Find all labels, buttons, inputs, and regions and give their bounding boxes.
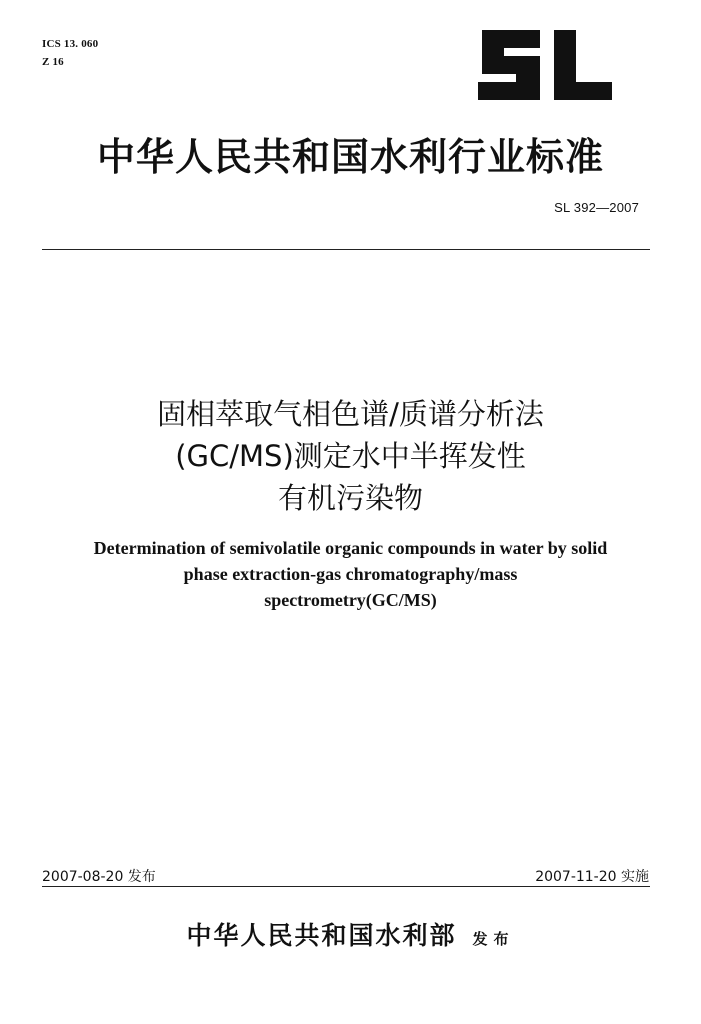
sl-logo-letter-l [554, 30, 612, 100]
publisher-name: 中华人民共和国水利部 [186, 921, 457, 950]
english-title-line-3: spectrometry(GC/MS) [264, 590, 437, 610]
english-title-line-2: phase extraction-gas chromatography/mass [183, 564, 518, 584]
implementation-date: 2007-11-20 实施 [535, 869, 649, 885]
ccs-code: Z 16 [42, 56, 64, 68]
sl-logo [474, 28, 616, 102]
chinese-title-line-3: 有机污染物 [277, 481, 423, 515]
bottom-divider [42, 886, 650, 887]
sl-logo-letter-s [478, 30, 540, 100]
issue-date: 2007-08-20 发布 [42, 869, 156, 885]
publisher-line [0, 916, 701, 952]
chinese-title-line-1: 固相萃取气相色谱/质谱分析法 [157, 397, 544, 431]
publisher-action: 发布 [472, 930, 515, 948]
standard-category-title: 中华人民共和国水利行业标准 [96, 134, 604, 179]
english-title-line-1: Determination of semivolatile organic compounds in water by solid [93, 538, 608, 558]
top-divider [42, 249, 650, 250]
ics-code: ICS 13. 060 [42, 38, 99, 50]
standard-number: SL 392—2007 [554, 200, 639, 215]
chinese-title-line-2: (GC/MS)测定水中半挥发性 [175, 439, 526, 473]
